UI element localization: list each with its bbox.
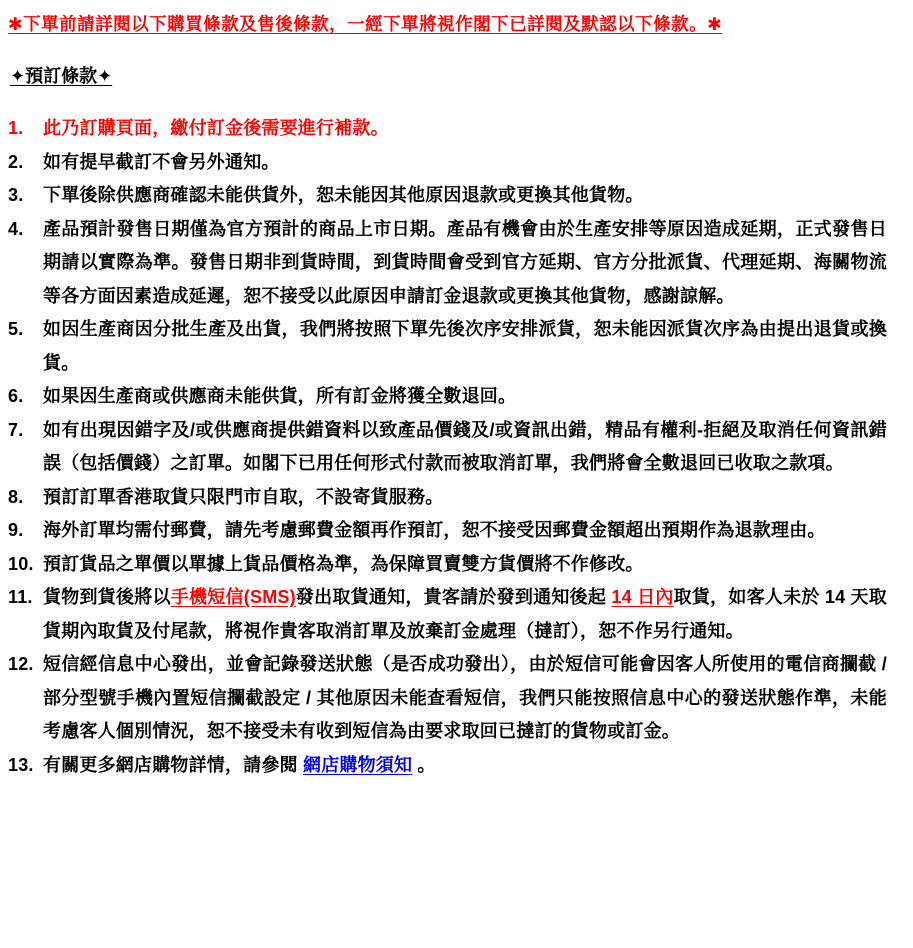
term-text: [43, 581, 887, 648]
term-number: 2.: [8, 151, 24, 172]
term-number: 12.: [8, 654, 34, 674]
term-number: 10.: [8, 553, 34, 574]
term-item-11: [8, 581, 887, 648]
term-number: 4.: [8, 218, 24, 239]
term-number: 7.: [8, 419, 24, 440]
term-text: [43, 749, 887, 783]
term-item-2: [8, 146, 887, 180]
term-text-segment: 此乃訂購頁面，繳付訂金後需要進行補款。: [43, 118, 389, 138]
shop-notice-link[interactable]: 網店購物須知: [303, 754, 413, 775]
terms-list: [8, 112, 887, 782]
highlighted-red-text: 14 日內: [611, 587, 674, 607]
term-text: [43, 648, 887, 749]
term-item-1: [8, 112, 887, 146]
term-text: [43, 213, 887, 314]
term-item-10: [8, 548, 887, 582]
document-title: ✱下單前請詳閱以下購買條款及售後條款，一經下單將視作閣下已詳閱及默認以下條款。✱: [8, 14, 723, 34]
term-text: [43, 112, 887, 146]
term-item-6: [8, 380, 887, 414]
term-number: 3.: [8, 185, 24, 205]
term-text-segment: 如有出現因錯字及/或供應商提供錯資料以致產品價錢及/或資訊出錯，精品有權利-拒絕及取消任何資訊錯誤（包括價錢）之訂單。如閣下已用任何形式付款而被取消訂單，我們將會全數退回已收取之款項。: [43, 419, 887, 473]
term-text: [43, 146, 887, 180]
term-text-segment: 產品預計發售日期僅為官方預計的商品上市日期。產品有機會由於生產安排等原因造成延期，正式發售日期請以實際為準。發售日期非到貨時間，到貨時間會受到官方延期、官方分批派貨、代理延期、海關物流等各方面因素造成延遲，恕不接受以此原因申請訂金退款或更換其他貨物，感謝諒解。: [43, 218, 887, 306]
term-text-segment: 預訂貨品之單價以單據上貨品價格為準，為保障買賣雙方貨價將不作修改。: [43, 553, 644, 574]
term-item-8: [8, 481, 887, 515]
term-item-4: [8, 213, 887, 314]
term-number: 1.: [8, 118, 24, 138]
term-text-segment: 發出取貨通知，貴客請於發到通知後起: [295, 587, 612, 607]
term-item-9: [8, 514, 887, 548]
term-item-5: [8, 313, 887, 380]
term-text-segment: 。: [412, 754, 436, 775]
term-text-segment: 有關更多網店購物詳情，請參閱: [43, 754, 303, 775]
term-text-segment: 短信經信息中心發出，並會記錄發送狀態（是否成功發出），由於短信可能會因客人所使用的電信商攔截 / 部分型號手機內置短信攔截設定 / 其他原因未能查看短信，我們只能按照信息中心的發送狀態作準，未能考慮客人個別情況，恕不接受未有收到短信為由要求取回已撻訂的貨物或訂金。: [43, 654, 887, 741]
term-number: 11.: [8, 587, 33, 607]
term-number: 6.: [8, 386, 24, 406]
term-text-segment: 如因生產商因分批生產及出貨，我們將按照下單先後次序安排派貨，恕未能因派貨次序為由提出退貨或換貨。: [43, 319, 887, 373]
term-item-13: [8, 749, 887, 783]
term-text: [43, 548, 887, 582]
term-text: [43, 179, 887, 213]
term-text: [43, 514, 887, 548]
term-item-12: [8, 648, 887, 749]
term-item-3: [8, 179, 887, 213]
term-text: [43, 380, 887, 414]
term-number: 5.: [8, 319, 24, 339]
term-text-segment: 如有提早截訂不會另外通知。: [43, 151, 280, 172]
term-text-segment: 下單後除供應商確認未能供貨外，恕未能因其他原因退款或更換其他貨物。: [43, 185, 644, 205]
term-number: 9.: [8, 520, 24, 540]
term-text: [43, 313, 887, 380]
section-heading-preorder-terms: ✦預訂條款✦: [10, 66, 113, 86]
term-number: 13.: [8, 754, 34, 775]
term-text: [43, 481, 887, 515]
highlighted-red-text: 手機短信(SMS): [170, 587, 296, 607]
term-number: 8.: [8, 486, 24, 507]
term-text-segment: 貨物到貨後將以: [43, 587, 171, 607]
term-item-7: [8, 414, 887, 481]
term-text-segment: 預訂訂單香港取貨只限門市自取，不設寄貨服務。: [43, 486, 444, 507]
term-text-segment: 取貨，如客人未於 14 天取貨期內取貨及付尾款，將視作貴客取消訂單及放棄訂金處理（撻訂），恕不作另行通知。: [43, 587, 887, 641]
term-text-segment: 海外訂單均需付郵費，請先考慮郵費金額再作預訂，恕不接受因郵費金額超出預期作為退款理由。: [43, 520, 826, 540]
term-text: [43, 414, 887, 481]
term-text-segment: 如果因生產商或供應商未能供貨，所有訂金將獲全數退回。: [43, 386, 517, 406]
